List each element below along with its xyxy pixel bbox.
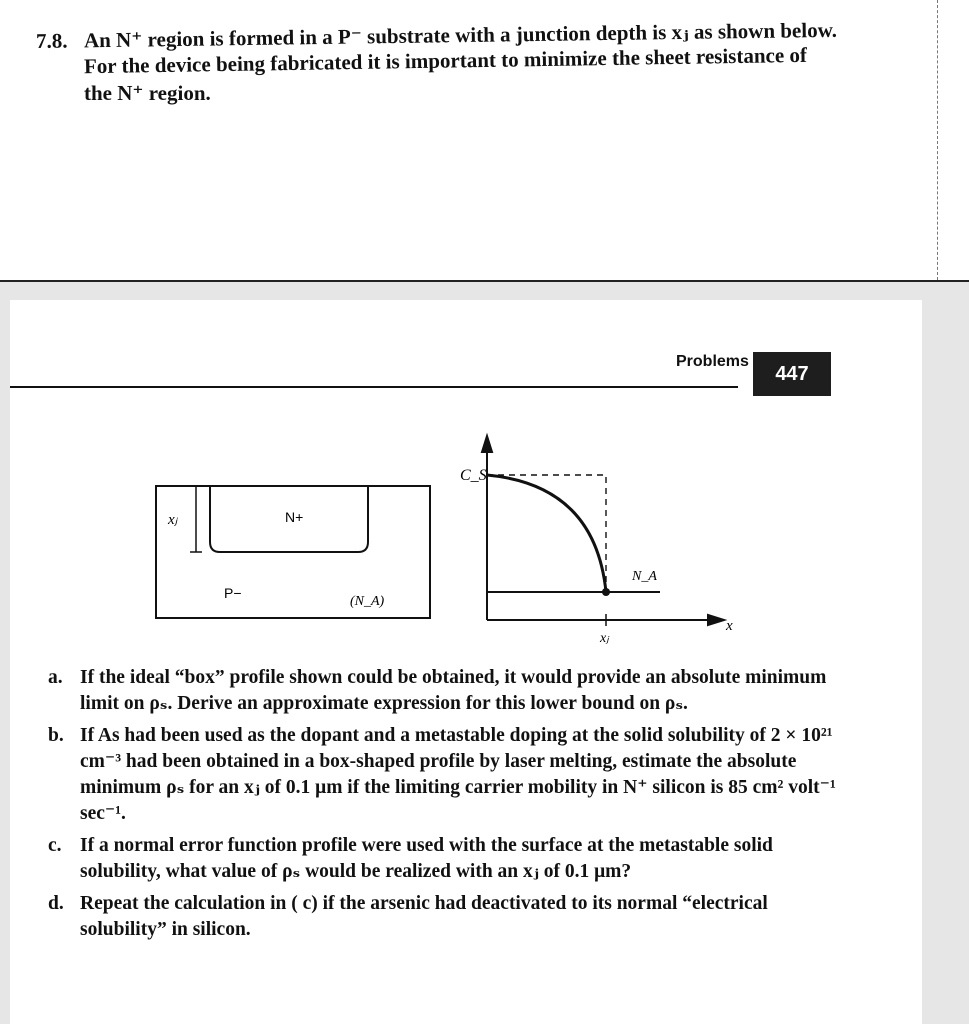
p-minus-label: P−	[224, 585, 242, 601]
x-axis-label: x	[726, 618, 733, 634]
na-label-right: N_A	[632, 569, 657, 584]
cs-label: C_S	[460, 467, 487, 484]
page-divider	[0, 280, 969, 282]
problem-line-1: 7.8. An N⁺ region is formed in a P⁻ substrate with a junction depth is xⱼ as shown below.	[35, 17, 838, 53]
problem-statement	[35, 17, 916, 106]
question-text: If the ideal “box” profile shown could be obtained, it would provide an absolute minimum limit on ρₛ. Derive an approximate expression for this lower bound on ρₛ.	[80, 667, 827, 714]
question-letter: d.	[48, 893, 64, 914]
question-letter: b.	[48, 725, 64, 746]
problem-number: 7.8.	[35, 28, 68, 53]
problem-line-2: For the device being fabricated it is important to minimize the sheet resistance of	[83, 42, 808, 79]
n-plus-label: N+	[285, 509, 304, 525]
y-axis-arrow	[482, 436, 492, 452]
running-head: Problems	[676, 353, 749, 370]
erfc-profile-curve	[487, 475, 606, 592]
x-axis-arrow	[708, 615, 724, 625]
junction-point	[602, 588, 610, 596]
problem-line-3: the N⁺ region.	[84, 81, 211, 105]
question-letter: c.	[48, 835, 62, 856]
profile-diagram	[140, 430, 760, 655]
question-d	[48, 891, 848, 943]
na-label-left: (N_A)	[350, 594, 385, 609]
question-text: Repeat the calculation in ( c) if the arsenic had deactivated to its normal “electrical solubility” in silicon.	[80, 893, 768, 940]
xj-label-left: xⱼ	[168, 512, 178, 528]
doping-profile-plot	[482, 436, 724, 626]
xj-label-right: xⱼ	[600, 631, 609, 646]
question-b	[48, 723, 848, 827]
question-list	[48, 665, 848, 949]
device-cross-section	[156, 486, 430, 618]
question-a	[48, 665, 848, 717]
question-letter: a.	[48, 667, 63, 688]
page-number: 447	[753, 352, 831, 396]
header-rule	[10, 386, 738, 388]
question-text: If a normal error function profile were used with the surface at the metastable solid solubility, what value of ρₛ would be realized with an xⱼ of 0.1 μm?	[80, 835, 773, 882]
margin-dashed-line	[937, 0, 939, 280]
question-c	[48, 833, 848, 885]
question-text: If As had been used as the dopant and a metastable doping at the solid solubility of 2 × 10²¹ cm⁻³ had been obtained in a box-shaped profile by laser melting, estimate the absolute minimum ρₛ for an xⱼ of 0.1 μm if the limiting carrier mobility in N⁺ silicon is 85 cm² volt⁻¹ sec⁻¹.	[80, 725, 836, 824]
